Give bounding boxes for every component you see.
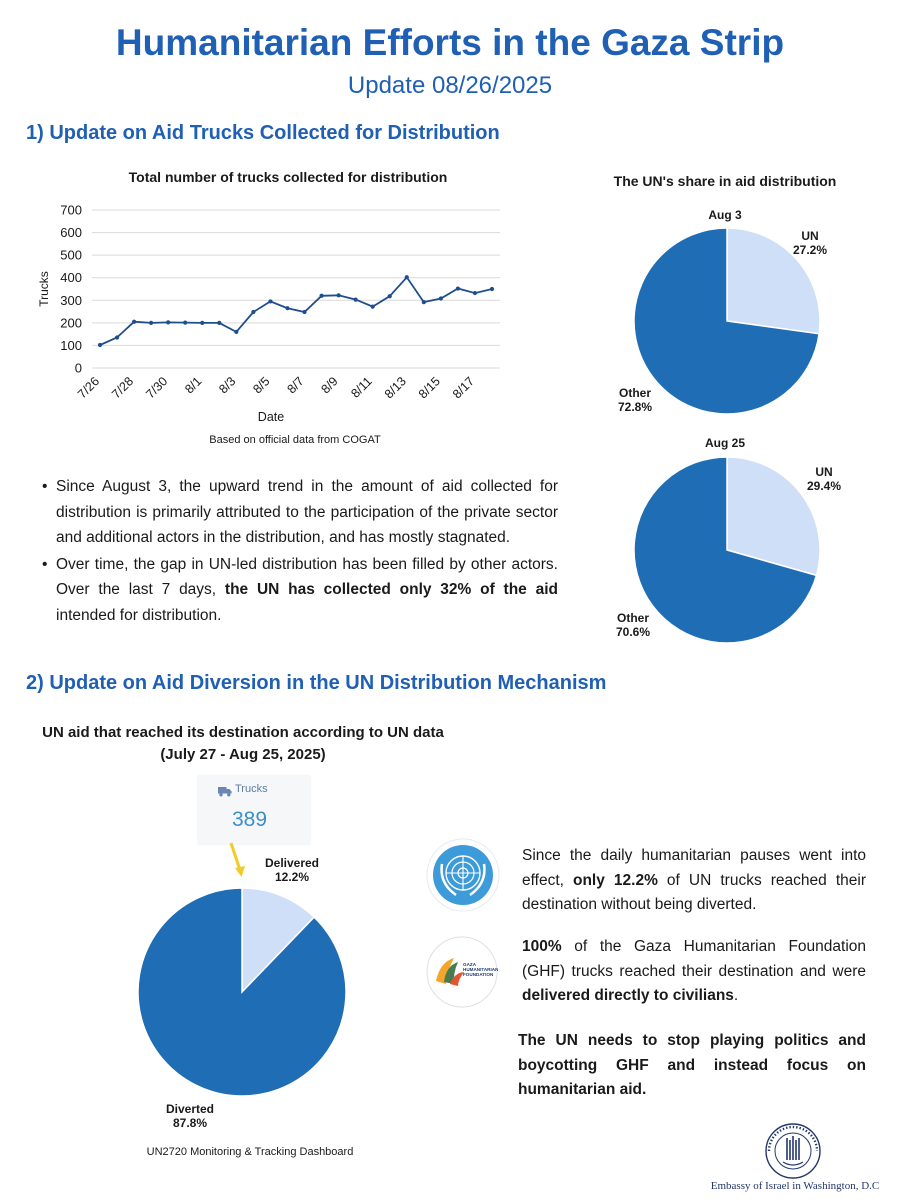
trucks-value: 389: [232, 808, 268, 831]
y-tick-label: 100: [60, 337, 82, 353]
data-point: [473, 291, 477, 295]
pie-aug3-title: Aug 3: [708, 208, 742, 222]
series-line: [100, 277, 492, 345]
x-tick-label: 7/30: [143, 374, 171, 402]
embassy-seal-icon: [764, 1122, 822, 1180]
data-point: [166, 320, 170, 324]
data-point: [234, 330, 238, 334]
data-point: [217, 321, 221, 325]
data-point: [115, 335, 119, 339]
x-tick-label: 8/17: [449, 374, 478, 402]
x-axis-label: Date: [257, 410, 285, 424]
pie-diversion-label-diverted: Diverted 87.8%: [165, 1102, 215, 1130]
pie-slice-diverted: [138, 888, 346, 1096]
data-point: [302, 310, 306, 314]
data-point: [183, 321, 187, 325]
data-point: [319, 294, 323, 298]
data-point: [268, 299, 272, 303]
data-point: [285, 306, 289, 310]
x-tick-label: 8/1: [182, 374, 205, 397]
section1-bullets: [42, 474, 558, 630]
page-subtitle: Update 08/26/2025: [347, 72, 553, 99]
data-point: [422, 300, 426, 304]
y-tick-label: 500: [60, 247, 82, 263]
svg-text:HUMANITARIAN: HUMANITARIAN: [463, 967, 498, 972]
x-tick-label: 8/5: [250, 374, 273, 397]
arrow-icon: [226, 840, 256, 880]
data-point: [98, 343, 102, 347]
diversion-chart-title: UN aid that reached its destination according to UN data (July 27 - Aug 25, 2025): [42, 724, 444, 763]
call-to-action-paragraph: The UN needs to stop playing politics and boycotting GHF and instead focus on humanitarian aid.: [518, 1032, 866, 1098]
y-tick-label: 200: [60, 315, 82, 331]
y-tick-label: 700: [60, 202, 82, 218]
data-point: [200, 321, 204, 325]
data-point: [132, 320, 136, 324]
data-point: [490, 287, 494, 291]
trucks-line-chart: [30, 195, 520, 430]
data-point: [337, 293, 341, 297]
un-delivery-paragraph: Since the daily humanitarian pauses went into effect, only 12.2% of UN trucks reached their destination without being diverted.: [522, 847, 866, 913]
line-chart-source-note: Based on official data from COGAT: [209, 434, 381, 446]
un-share-title: The UN's share in aid distribution: [613, 173, 837, 189]
data-point: [354, 298, 358, 302]
svg-text:FOUNDATION: FOUNDATION: [463, 972, 494, 977]
section2-heading: 2) Update on Aid Diversion in the UN Distribution Mechanism: [26, 672, 607, 694]
pie-aug25-title: Aug 25: [704, 436, 745, 450]
page-title: Humanitarian Efforts in the Gaza Strip: [115, 22, 785, 63]
section1-heading: 1) Update on Aid Trucks Collected for Distribution: [26, 122, 500, 144]
data-point: [371, 305, 375, 309]
bullet-item: • Over time, the gap in UN-led distribution has been filled by other actors. Over the last 7 days, the UN has collected only 32% of the aid intended for distribution.: [42, 552, 558, 629]
pie-aug25-label-un: UN 29.4%: [806, 465, 842, 493]
y-tick-label: 300: [60, 292, 82, 308]
x-tick-label: 8/3: [216, 374, 239, 397]
pie-aug3-label-other: Other 72.8%: [617, 386, 653, 414]
un-logo-icon: [426, 838, 500, 912]
diversion-source-note: UN2720 Monitoring & Tracking Dashboard: [146, 1146, 354, 1158]
bullet-item: • Since August 3, the upward trend in the amount of aid collected for distribution is primarily attributed to the participation of the private sector and additional actors in the distribution, and has mostly stagnated.: [42, 474, 558, 551]
data-point: [439, 296, 443, 300]
x-tick-label: 8/7: [284, 374, 307, 397]
x-tick-label: 8/9: [318, 374, 341, 397]
y-tick-label: 400: [60, 270, 82, 286]
data-point: [251, 310, 255, 314]
ghf-delivery-paragraph: 100% of the Gaza Humanitarian Foundation (GHF) trucks reached their destination and were delivered directly to civilians.: [522, 938, 866, 1004]
x-tick-label: 7/26: [75, 374, 103, 402]
pie-aug25-label-other: Other 70.6%: [615, 611, 651, 639]
ghf-logo-icon: [426, 936, 498, 1008]
x-tick-label: 8/15: [415, 374, 443, 402]
x-tick-label: 8/11: [348, 374, 375, 401]
pie-aug3-label-un: UN 27.2%: [792, 229, 828, 257]
trucks-label: Trucks: [235, 783, 268, 795]
trucks-count-card: [198, 776, 310, 844]
y-tick-label: 0: [74, 360, 82, 376]
data-point: [388, 294, 392, 298]
data-point: [405, 275, 409, 279]
x-tick-label: 8/13: [381, 374, 409, 402]
line-chart-title: Total number of trucks collected for distribution: [128, 169, 448, 185]
y-axis-label: Trucks: [37, 271, 51, 307]
y-tick-label: 600: [60, 225, 82, 241]
pie-diversion: [136, 886, 348, 1098]
data-point: [149, 321, 153, 325]
pie-diversion-label-delivered: Delivered 12.2%: [264, 856, 320, 884]
svg-text:GAZA: GAZA: [463, 962, 477, 967]
embassy-name: Embassy of Israel in Washington, D.C: [710, 1180, 880, 1192]
truck-icon: [218, 784, 232, 802]
x-tick-label: 7/28: [109, 374, 137, 402]
data-point: [456, 286, 460, 290]
